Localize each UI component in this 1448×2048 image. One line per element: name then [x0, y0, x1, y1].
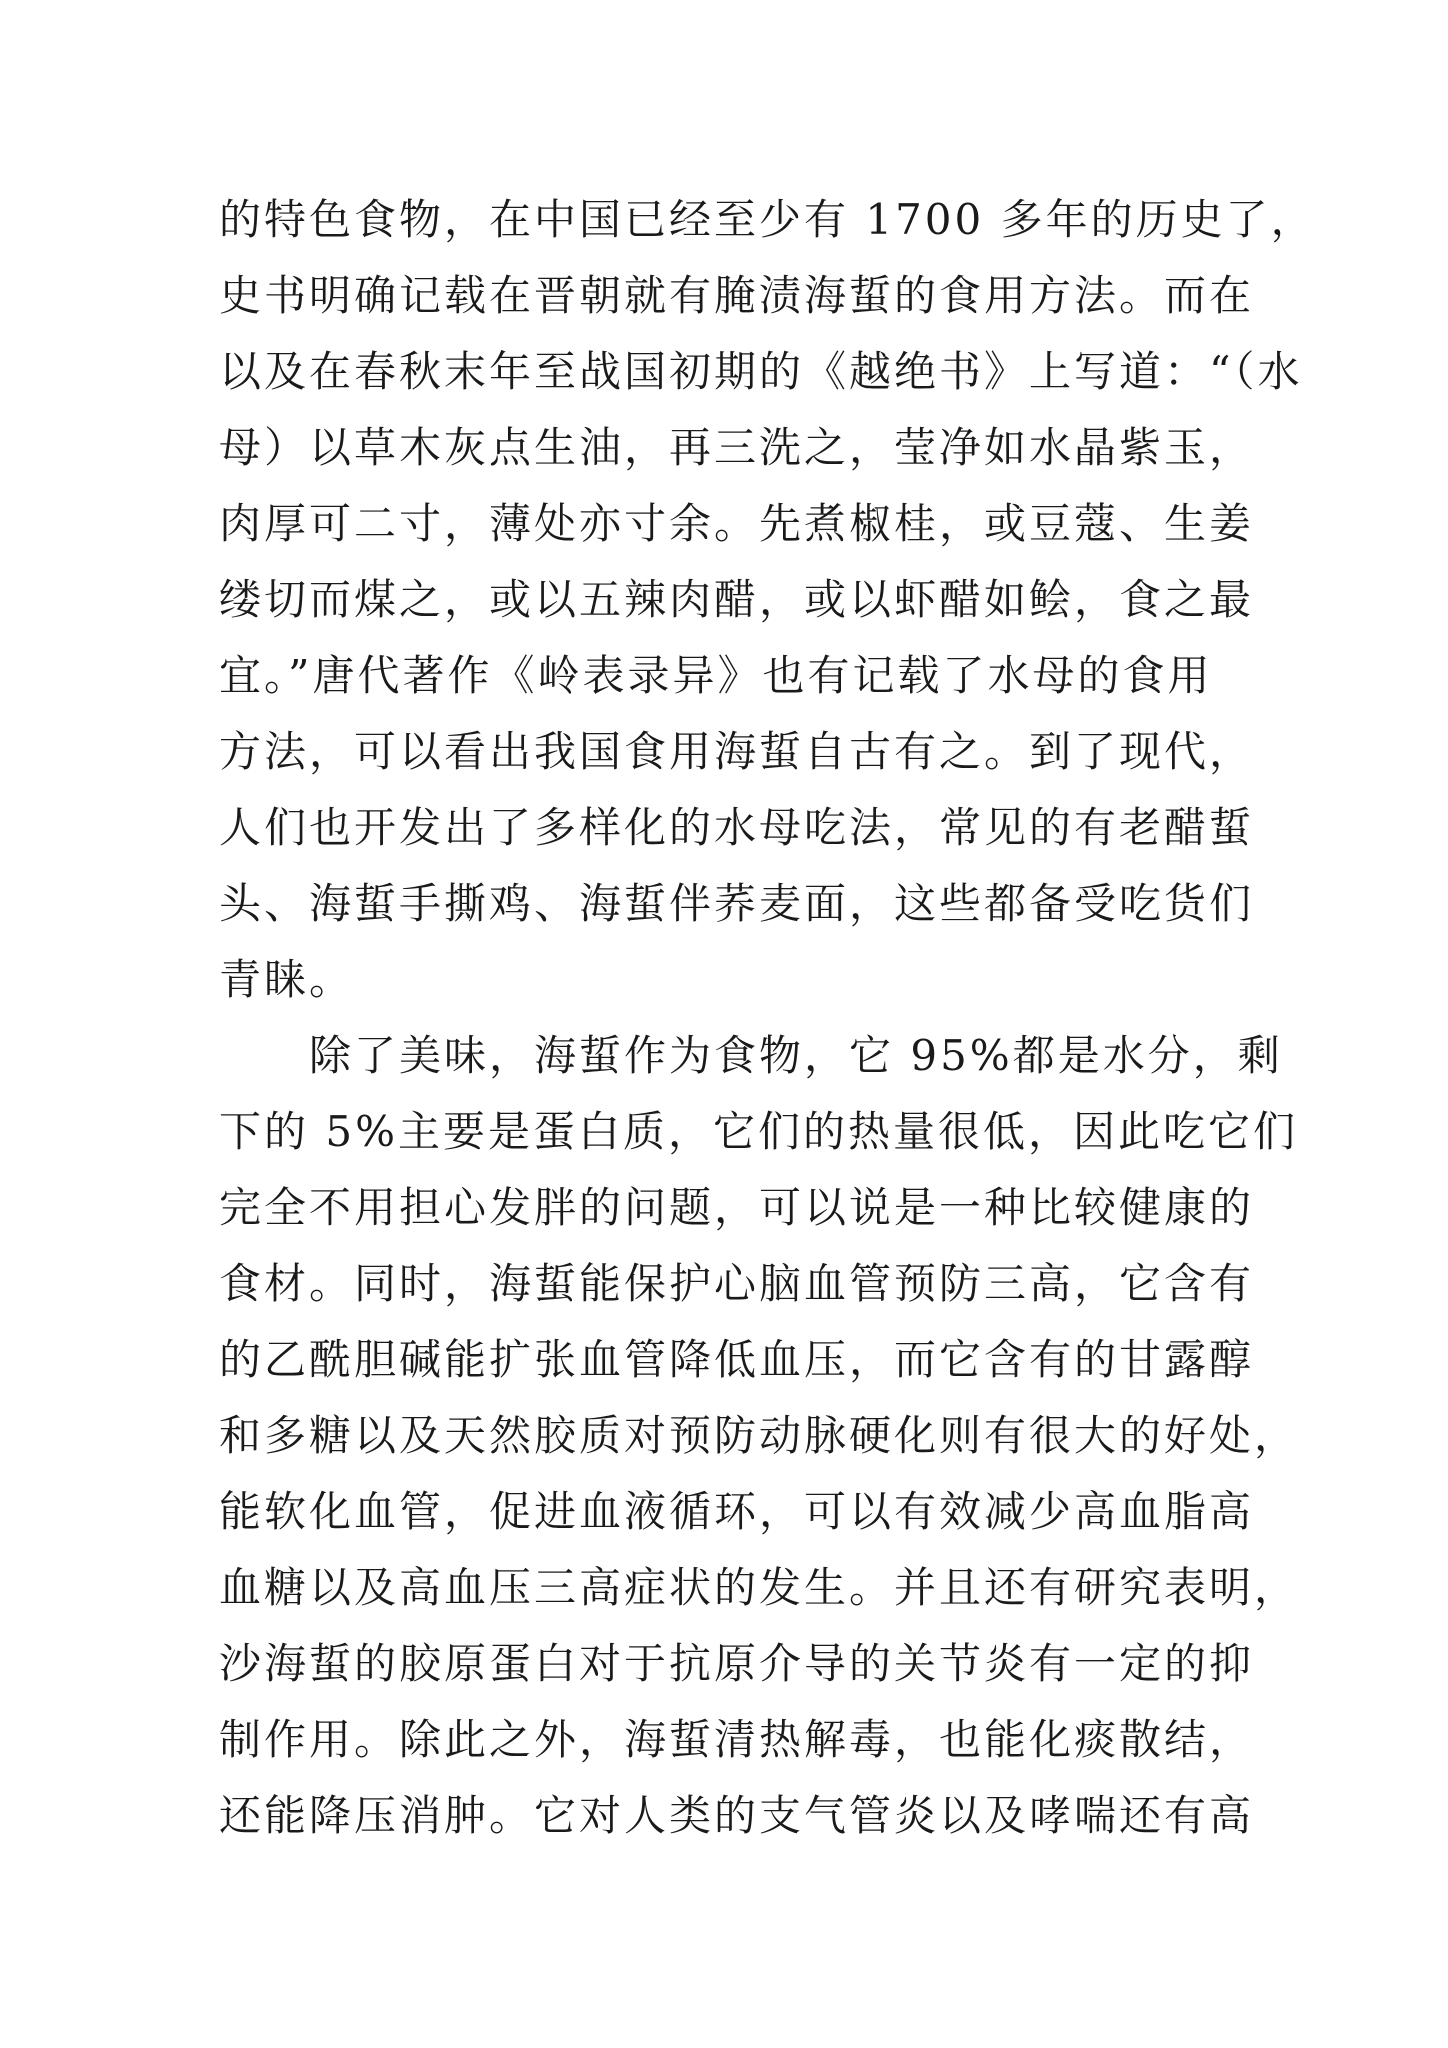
text-line: 缕切而煤之，或以五辣肉醋，或以虾醋如鲙，食之最 [219, 575, 1255, 624]
text-line: 头、海蜇手撕鸡、海蜇伴荞麦面，这些都备受吃货们 [219, 879, 1255, 928]
text-line: 宜。”唐代著作《岭表录异》也有记载了水母的食用 [219, 651, 1213, 700]
text-line: 制作用。除此之外，海蜇清热解毒，也能化痰散结， [219, 1715, 1255, 1764]
text-line: 食材。同时，海蜇能保护心脑血管预防三高，它含有 [219, 1259, 1255, 1308]
body-text [219, 182, 1316, 1854]
text-line: 以及在春秋末年至战国初期的《越绝书》上写道：“（水 [219, 347, 1303, 396]
text-line: 史书明确记载在晋朝就有腌渍海蜇的食用方法。而在 [219, 271, 1255, 320]
text-line: 人们也开发出了多样化的水母吃法，常见的有老醋蜇 [219, 803, 1255, 852]
text-line: 的乙酰胆碱能扩张血管降低血压，而它含有的甘露醇 [219, 1335, 1255, 1384]
text-line: 能软化血管，促进血液循环，可以有效减少高血脂高 [219, 1487, 1255, 1536]
text-line: 完全不用担心发胖的问题，可以说是一种比较健康的 [219, 1183, 1255, 1232]
text-line: 和多糖以及天然胶质对预防动脉硬化则有很大的好处， [219, 1411, 1300, 1460]
text-line: 母）以草木灰点生油，再三洗之，莹净如水晶紫玉， [219, 423, 1255, 472]
text-line: 沙海蜇的胶原蛋白对于抗原介导的关节炎有一定的抑 [219, 1639, 1255, 1688]
text-line: 下的 5%主要是蛋白质，它们的热量很低，因此吃它们 [219, 1107, 1298, 1156]
paragraph-start-line: 除了美味，海蜇作为食物，它 95%都是水分，剩 [309, 1031, 1283, 1080]
text-line: 还能降压消肿。它对人类的支气管炎以及哮喘还有高 [219, 1791, 1255, 1840]
text-line: 血糖以及高血压三高症状的发生。并且还有研究表明， [219, 1563, 1300, 1612]
text-line: 青睐。 [219, 955, 355, 1004]
text-line: 肉厚可二寸，薄处亦寸余。先煮椒桂，或豆蔻、生姜 [219, 499, 1255, 548]
text-line: 的特色食物，在中国已经至少有 1700 多年的历史了， [219, 195, 1316, 244]
text-line: 方法，可以看出我国食用海蜇自古有之。到了现代， [219, 727, 1255, 776]
